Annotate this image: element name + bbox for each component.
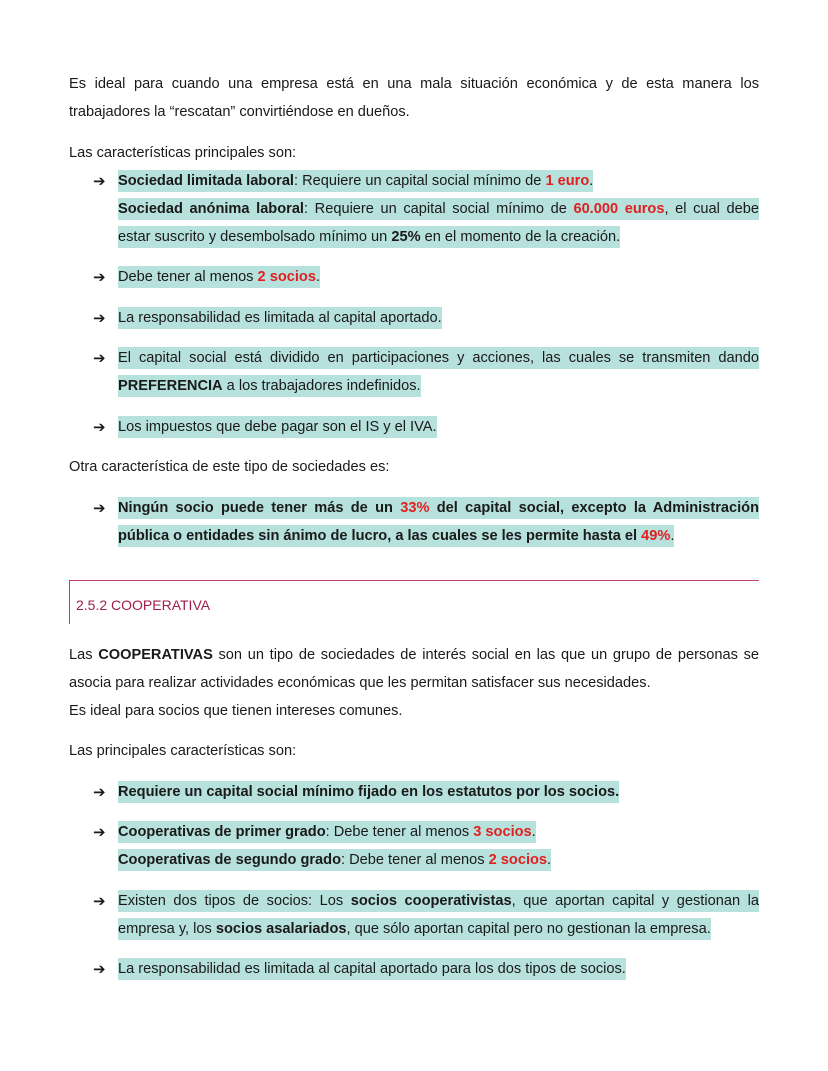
term-sal: Sociedad anónima laboral [118, 201, 304, 217]
value-49-percent: 49% [641, 528, 671, 544]
value-33-percent: 33% [400, 500, 430, 516]
value-1-euro: 1 euro [545, 173, 590, 189]
list-item-responsabilidad: La responsabilidad es limitada al capital aportado. [118, 304, 759, 332]
term-socios-asalariados: socios asalariados [215, 921, 347, 937]
list-item-tipos-socios: Existen dos tipos de socios: Los socios cooperativistas, que aportan capital y gestionan la empresa y, los socios asalariados, que sólo aportan capital pero no gestionan la empresa. [118, 887, 759, 943]
bullet-arrow-icon: ➔ [93, 960, 106, 978]
list-item-responsabilidad-coop: La responsabilidad es limitada al capital aportado para los dos tipos de socios. [118, 955, 759, 983]
list-item-impuestos: Los impuestos que debe pagar son el IS y el IVA. [118, 413, 759, 441]
list-item-socios: Debe tener al menos 2 socios. [118, 263, 759, 291]
value-60000-euros: 60.000 euros [573, 201, 665, 217]
bullet-arrow-icon: ➔ [93, 823, 106, 841]
section-divider [69, 580, 759, 581]
coop-ideal: Es ideal para socios que tienen intereses comunes. [69, 703, 403, 719]
bullet-arrow-icon: ➔ [93, 418, 106, 436]
bullet-arrow-icon: ➔ [93, 892, 106, 910]
bullet-arrow-icon: ➔ [93, 309, 106, 327]
term-cooperativas: COOPERATIVAS [98, 647, 213, 663]
term-segundo-grado: Cooperativas de segundo grado [118, 852, 341, 868]
bullet-arrow-icon: ➔ [93, 499, 106, 517]
section-bar [69, 580, 70, 624]
value-2-socios: 2 socios [488, 852, 548, 868]
list-item-grados: Cooperativas de primer grado: Debe tener al menos 3 socios. Cooperativas de segundo grado: Debe tener al menos 2 socios. [118, 818, 759, 874]
coop-paragraph: Las COOPERATIVAS son un tipo de sociedades de interés social en las que un grupo de personas se asocia para realizar actividades económicas que les permitan satisfacer sus necesidades. [69, 647, 759, 691]
section-title: 2.5.2 COOPERATIVA [76, 597, 211, 613]
coop-lead: Las principales características son: [69, 743, 297, 759]
list-item-capital-estatutos: Requiere un capital social mínimo fijado en los estatutos por los socios. [118, 778, 759, 806]
value-3-socios: 3 socios [473, 824, 532, 840]
list-item-capital: Sociedad limitada laboral: Requiere un capital social mínimo de 1 euro. Sociedad anónima laboral: Requiere un capital social mínimo de 60.000 euros, el cual debe estar suscrito y desembolsado mínimo un 25% en el momento de la creación. [118, 167, 759, 251]
bullet-arrow-icon: ➔ [93, 349, 106, 367]
value-2-socios: 2 socios [257, 269, 316, 285]
bullet-arrow-icon: ➔ [93, 268, 106, 286]
list-item-capital-dividido: El capital social está dividido en participaciones y acciones, las cuales se transmiten dando PREFERENCIA a los trabajadores indefinidos. [118, 344, 759, 400]
term-preferencia: PREFERENCIA [118, 378, 223, 394]
term-primer-grado: Cooperativas de primer grado [118, 824, 326, 840]
value-25-percent: 25% [391, 229, 421, 245]
bullet-arrow-icon: ➔ [93, 172, 106, 190]
other-lead: Otra característica de este tipo de sociedades es: [69, 459, 390, 475]
bullet-arrow-icon: ➔ [93, 783, 106, 801]
list-lead: Las características principales son: [69, 145, 297, 161]
term-sll: Sociedad limitada laboral [118, 173, 294, 189]
term-socios-cooperativistas: socios cooperativistas [350, 893, 512, 909]
list-item-limite-socio: Ningún socio puede tener más de un 33% del capital social, excepto la Administración pública o entidades sin ánimo de lucro, a las cuales se les permite hasta el 49%. [118, 494, 759, 550]
intro-paragraph: Es ideal para cuando una empresa está en una mala situación económica y de esta manera los trabajadores la “rescatan” convirtiéndose en dueños. [69, 76, 759, 120]
